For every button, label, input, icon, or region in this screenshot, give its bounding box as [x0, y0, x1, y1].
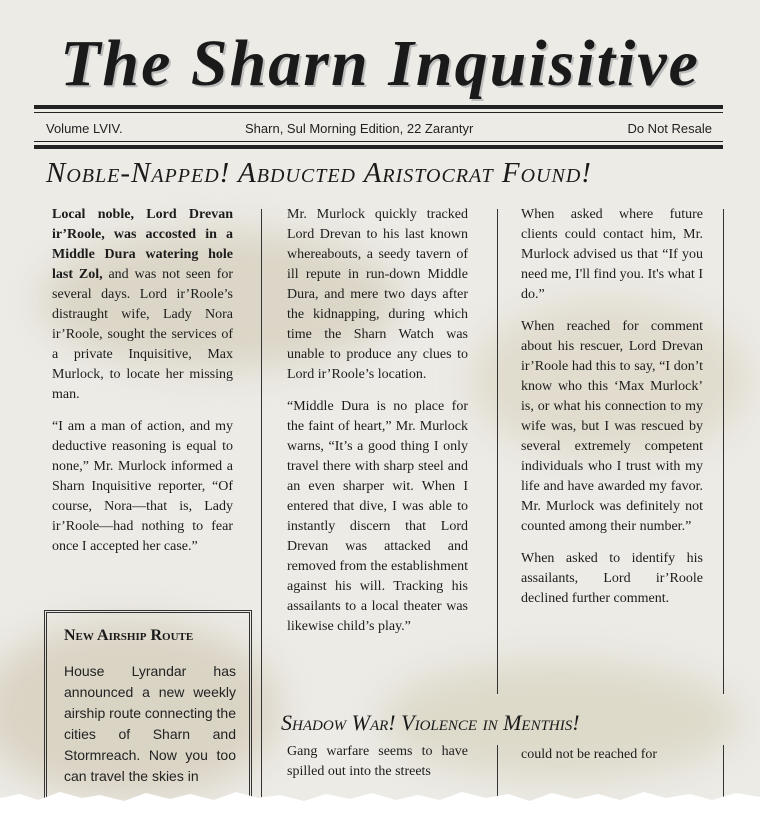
lead-text: Local noble, Lord Drevan ir’Roole, was accosted in a Middle Dura watering hole last Zol, — [52, 207, 233, 282]
paragraph-text: and was not seen for several days. Lord ir’Roole’s distraught wife, Lady Nora ir’Roole, sought the services of a private Inquisitive, Max Murlock, to locate her missing man. — [52, 267, 233, 402]
sidebar-title: New Airship Route — [64, 627, 194, 644]
secondary-headline: Shadow War! Violence in Menthis! — [281, 710, 580, 735]
infobar-rule — [34, 145, 723, 149]
main-headline: Noble-Napped! Abducted Aristocrat Found! — [46, 157, 592, 189]
volume-number: Volume LVIV. — [46, 121, 123, 136]
edition-date: Sharn, Sul Morning Edition, 22 Zarantyr — [245, 121, 474, 136]
article-paragraph: “Middle Dura is no place for the faint of heart,” Mr. Murlock warns, “It’s a good thing I only travel there with sharp steel and an even sharper wit. When I entered that dive, I was able to instantly discern that Lord Drevan was attacked and removed from the establishment against his will. Tracking his assailants to a local theater was likewise child’s play.” — [287, 399, 468, 634]
sidebar-box — [44, 610, 252, 810]
column-divider — [497, 209, 498, 694]
infobar-rule — [34, 141, 723, 142]
article-column-1 — [52, 205, 233, 569]
torn-paper-edge — [0, 788, 760, 814]
resale-notice: Do Not Resale — [627, 121, 712, 136]
article-paragraph: When asked where future clients could contact him, Mr. Murlock advised us that “If you need me, I'll find you. It's what I do.” — [521, 207, 703, 302]
masthead-rule — [34, 105, 723, 109]
article-paragraph: Mr. Murlock quickly tracked Lord Drevan to his last known whereabouts, a seedy tavern of ill repute in run-down Middle Dura, and mere two days after the kidnapping, during which time the Sharn Watch was unable to produce any clues to Lord ir’Roole’s location. — [287, 207, 468, 382]
article2-column-left: Gang warfare seems to have spilled out into the streets — [287, 744, 468, 779]
newspaper-masthead: The Sharn Inquisitive — [60, 27, 700, 100]
article-paragraph — [52, 205, 233, 405]
info-bar — [46, 119, 712, 139]
masthead-rule — [34, 112, 723, 113]
sidebar-body: House Lyrandar has announced a new weekly airship route connecting the cities of Sharn and Stormreach. Now you too can travel the skies in — [64, 663, 236, 784]
article-paragraph: When asked to identify his assailants, Lord ir’Roole declined further comment. — [521, 551, 703, 606]
column-divider — [261, 209, 262, 797]
article-column-2 — [287, 205, 468, 649]
article-paragraph: When reached for comment about his rescuer, Lord Drevan ir’Roole had this to say, “I don’t know who this ‘Max Murlock’ is, or what his connection to my wife was, but I was rescued by several extremely competent individuals who I trust with my life and have awarded my favor. Mr. Murlock was definitely not counted among their number.” — [521, 319, 703, 534]
column-divider — [723, 209, 724, 694]
article2-column-right: could not be reached for — [521, 747, 658, 762]
article-paragraph: “I am a man of action, and my deductive reasoning is equal to none,” Mr. Murlock informed a Sharn Inquisitive reporter, “Of course, Nora—that is, Lady ir’Roole—had nothing to fear once I accepted her case.” — [52, 419, 233, 554]
article-column-3 — [521, 205, 703, 621]
